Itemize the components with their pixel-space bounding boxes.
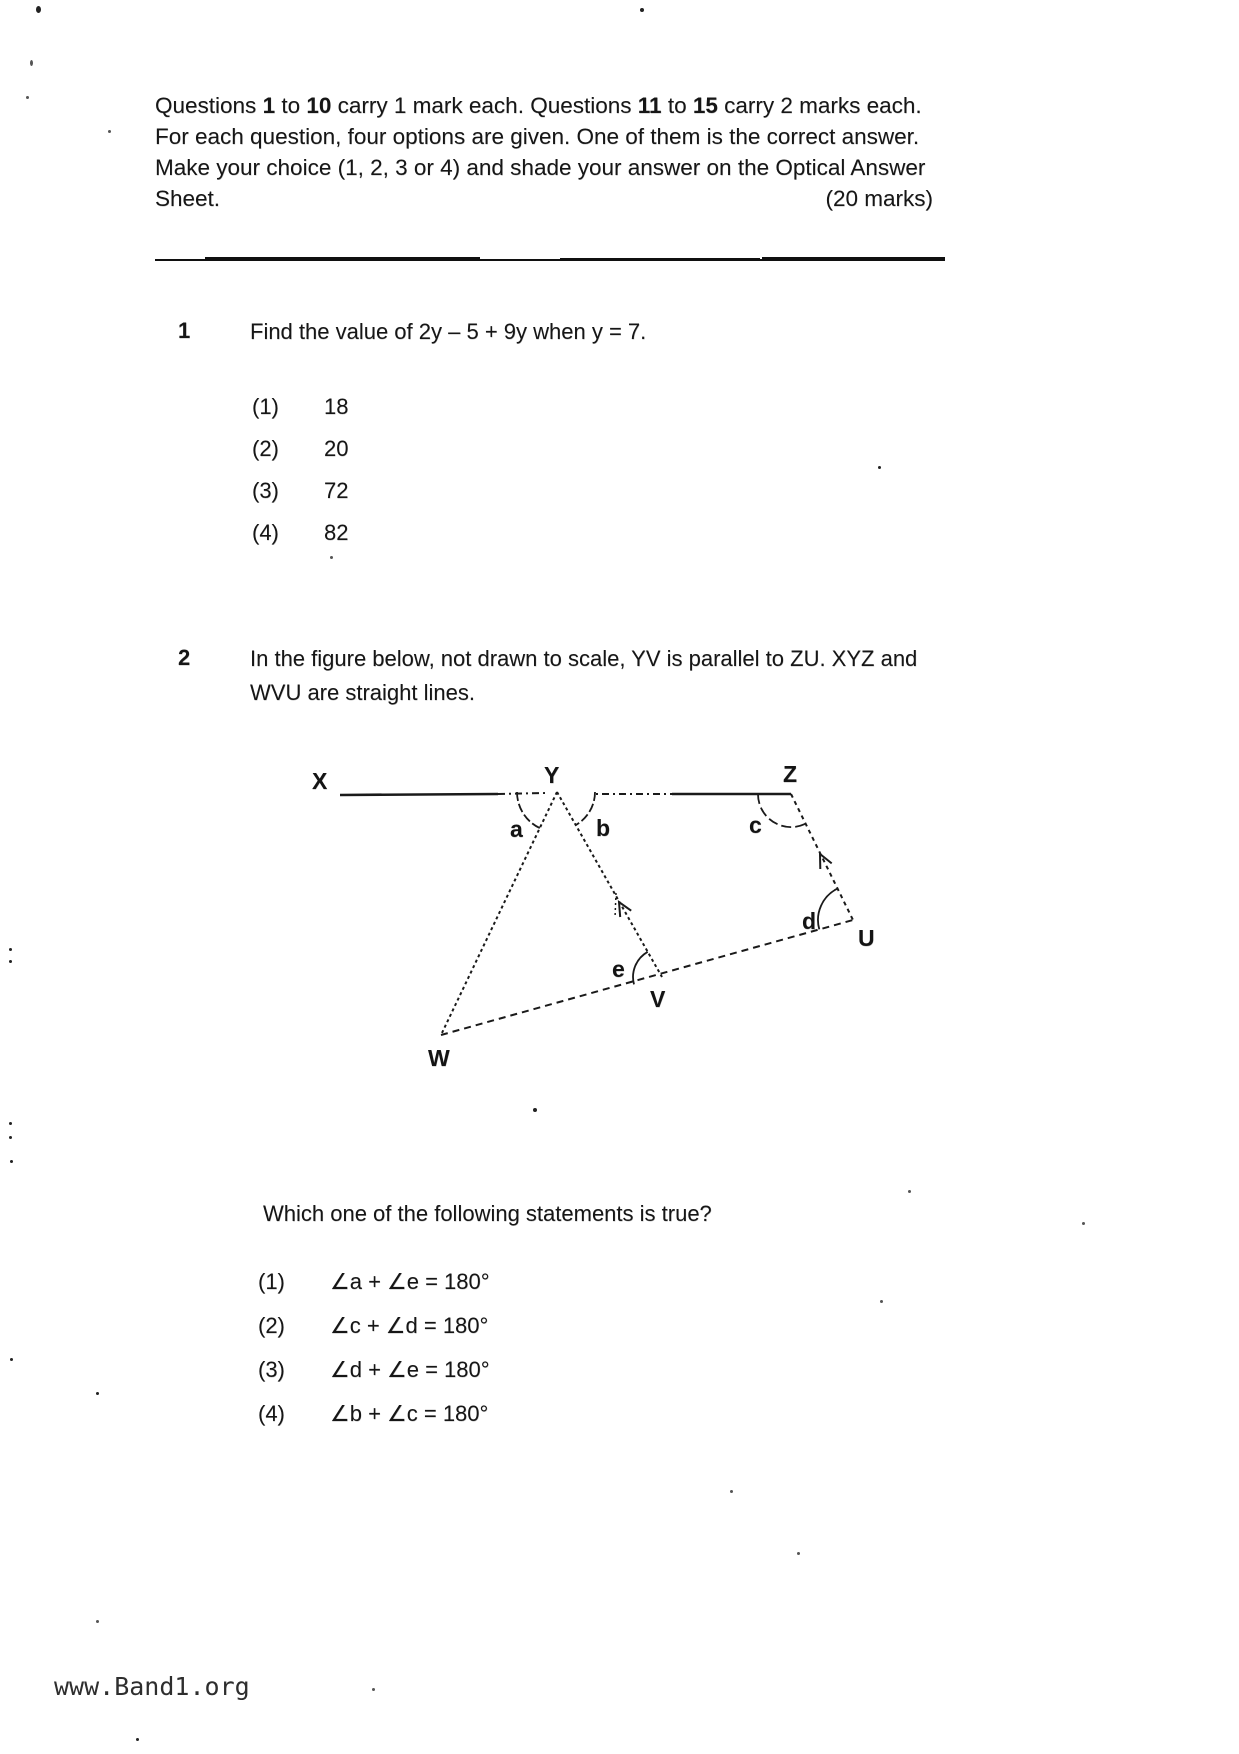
instruction-line-4	[155, 183, 933, 214]
scan-noise-dot	[9, 1136, 12, 1139]
q2-option-row	[258, 1400, 490, 1428]
scan-noise-dot	[640, 8, 644, 12]
option-text: 18	[324, 394, 349, 419]
q1-number: 1	[178, 318, 191, 343]
scan-noise-dot	[878, 466, 881, 469]
instruction-line-2: For each question, four options are given. One of them is the correct answer.	[155, 124, 920, 149]
option-text: ∠c + ∠d = 180°	[330, 1313, 489, 1338]
scan-noise-dot	[30, 60, 33, 66]
q2-option-row	[258, 1268, 490, 1296]
instruction-line-1: Questions 1 to 10 carry 1 mark each. Questions 11 to 15 carry 2 marks each.	[155, 93, 922, 118]
scan-noise-dot	[330, 556, 333, 559]
option-number: (1)	[258, 1269, 285, 1294]
angle-arc-b	[576, 792, 595, 825]
q1-option-row	[252, 477, 348, 505]
option-text: ∠b + ∠c = 180°	[330, 1401, 489, 1426]
q2-option-row	[258, 1356, 490, 1384]
scan-noise-dot	[730, 1490, 733, 1493]
instructions-block	[155, 90, 933, 214]
scan-noise-dot	[372, 1688, 375, 1691]
option-text: ∠a + ∠e = 180°	[330, 1269, 490, 1294]
option-number: (1)	[252, 394, 279, 419]
section-divider-line-thick-2	[560, 258, 760, 261]
instruction-sheet-word: Sheet.	[155, 186, 221, 211]
scan-noise-dot	[9, 960, 12, 963]
q2-option-row	[258, 1312, 490, 1340]
marks-total: (20 marks)	[825, 186, 933, 211]
option-text: 82	[324, 520, 349, 545]
option-text: 72	[324, 478, 349, 503]
q2-options-list	[258, 1268, 490, 1428]
q1-option-row	[252, 393, 348, 421]
point-label-V: V	[650, 986, 666, 1012]
section-divider-line-thick-3	[762, 257, 945, 261]
scan-noise-dot	[108, 130, 111, 133]
angle-arc-d	[818, 889, 837, 930]
line-ZU	[791, 794, 853, 920]
scan-noise-dot	[533, 1108, 537, 1112]
scan-noise-dot	[9, 1122, 12, 1125]
scan-noise-dot	[26, 96, 29, 99]
parallel-arrow-YV-icon	[619, 902, 631, 917]
q2-number: 2	[178, 645, 191, 670]
scan-noise-dot	[908, 1190, 911, 1193]
option-number: (2)	[252, 436, 279, 461]
option-number: (3)	[258, 1357, 285, 1382]
option-text: 20	[324, 436, 349, 461]
option-number: (4)	[252, 520, 279, 545]
section-divider-line-thick-1	[205, 257, 480, 261]
q1-option-row	[252, 435, 348, 463]
scan-noise-dot	[96, 1620, 99, 1623]
q1-options-list	[252, 393, 348, 547]
option-text: ∠d + ∠e = 180°	[330, 1357, 490, 1382]
q2-stem-line-2: WVU are straight lines.	[250, 680, 475, 705]
line-WVU	[441, 920, 853, 1035]
scan-noise-dot	[136, 1738, 139, 1741]
scan-noise-dot	[10, 1160, 13, 1163]
angle-label-a: a	[510, 816, 523, 842]
scan-noise-dot	[1082, 1222, 1085, 1225]
scan-noise-dot	[880, 1300, 883, 1303]
q1-stem: Find the value of 2y – 5 + 9y when y = 7.	[250, 319, 647, 344]
point-label-U: U	[858, 925, 875, 951]
footer-watermark: www.Band1.org	[54, 1672, 250, 1701]
scan-noise-dot	[36, 6, 41, 13]
point-label-Y: Y	[544, 762, 560, 788]
q2-sub-question: Which one of the following statements is true?	[263, 1201, 712, 1226]
point-label-X: X	[312, 768, 328, 794]
point-label-Z: Z	[783, 761, 798, 787]
instruction-line-3: Make your choice (1, 2, 3 or 4) and shade your answer on the Optical Answer	[155, 155, 926, 180]
angle-label-c: c	[749, 812, 762, 838]
point-label-W: W	[428, 1045, 450, 1071]
scan-noise-dot	[9, 948, 12, 951]
q2-stem-line-1: In the figure below, not drawn to scale, YV is parallel to ZU. XYZ and	[250, 646, 918, 671]
angle-label-b: b	[596, 815, 611, 841]
scan-noise-dot	[10, 1358, 13, 1361]
angle-label-d: d	[802, 908, 817, 934]
line-XY-solid	[340, 794, 498, 795]
option-number: (4)	[258, 1401, 285, 1426]
scan-noise-dot	[96, 1392, 99, 1395]
line-XY-dashdot	[498, 793, 546, 794]
q2-geometry-figure	[300, 740, 880, 1080]
option-number: (3)	[252, 478, 279, 503]
option-number: (2)	[258, 1313, 285, 1338]
scan-noise-dot	[797, 1552, 800, 1555]
q1-option-row	[252, 519, 348, 547]
angle-label-e: e	[612, 956, 625, 982]
